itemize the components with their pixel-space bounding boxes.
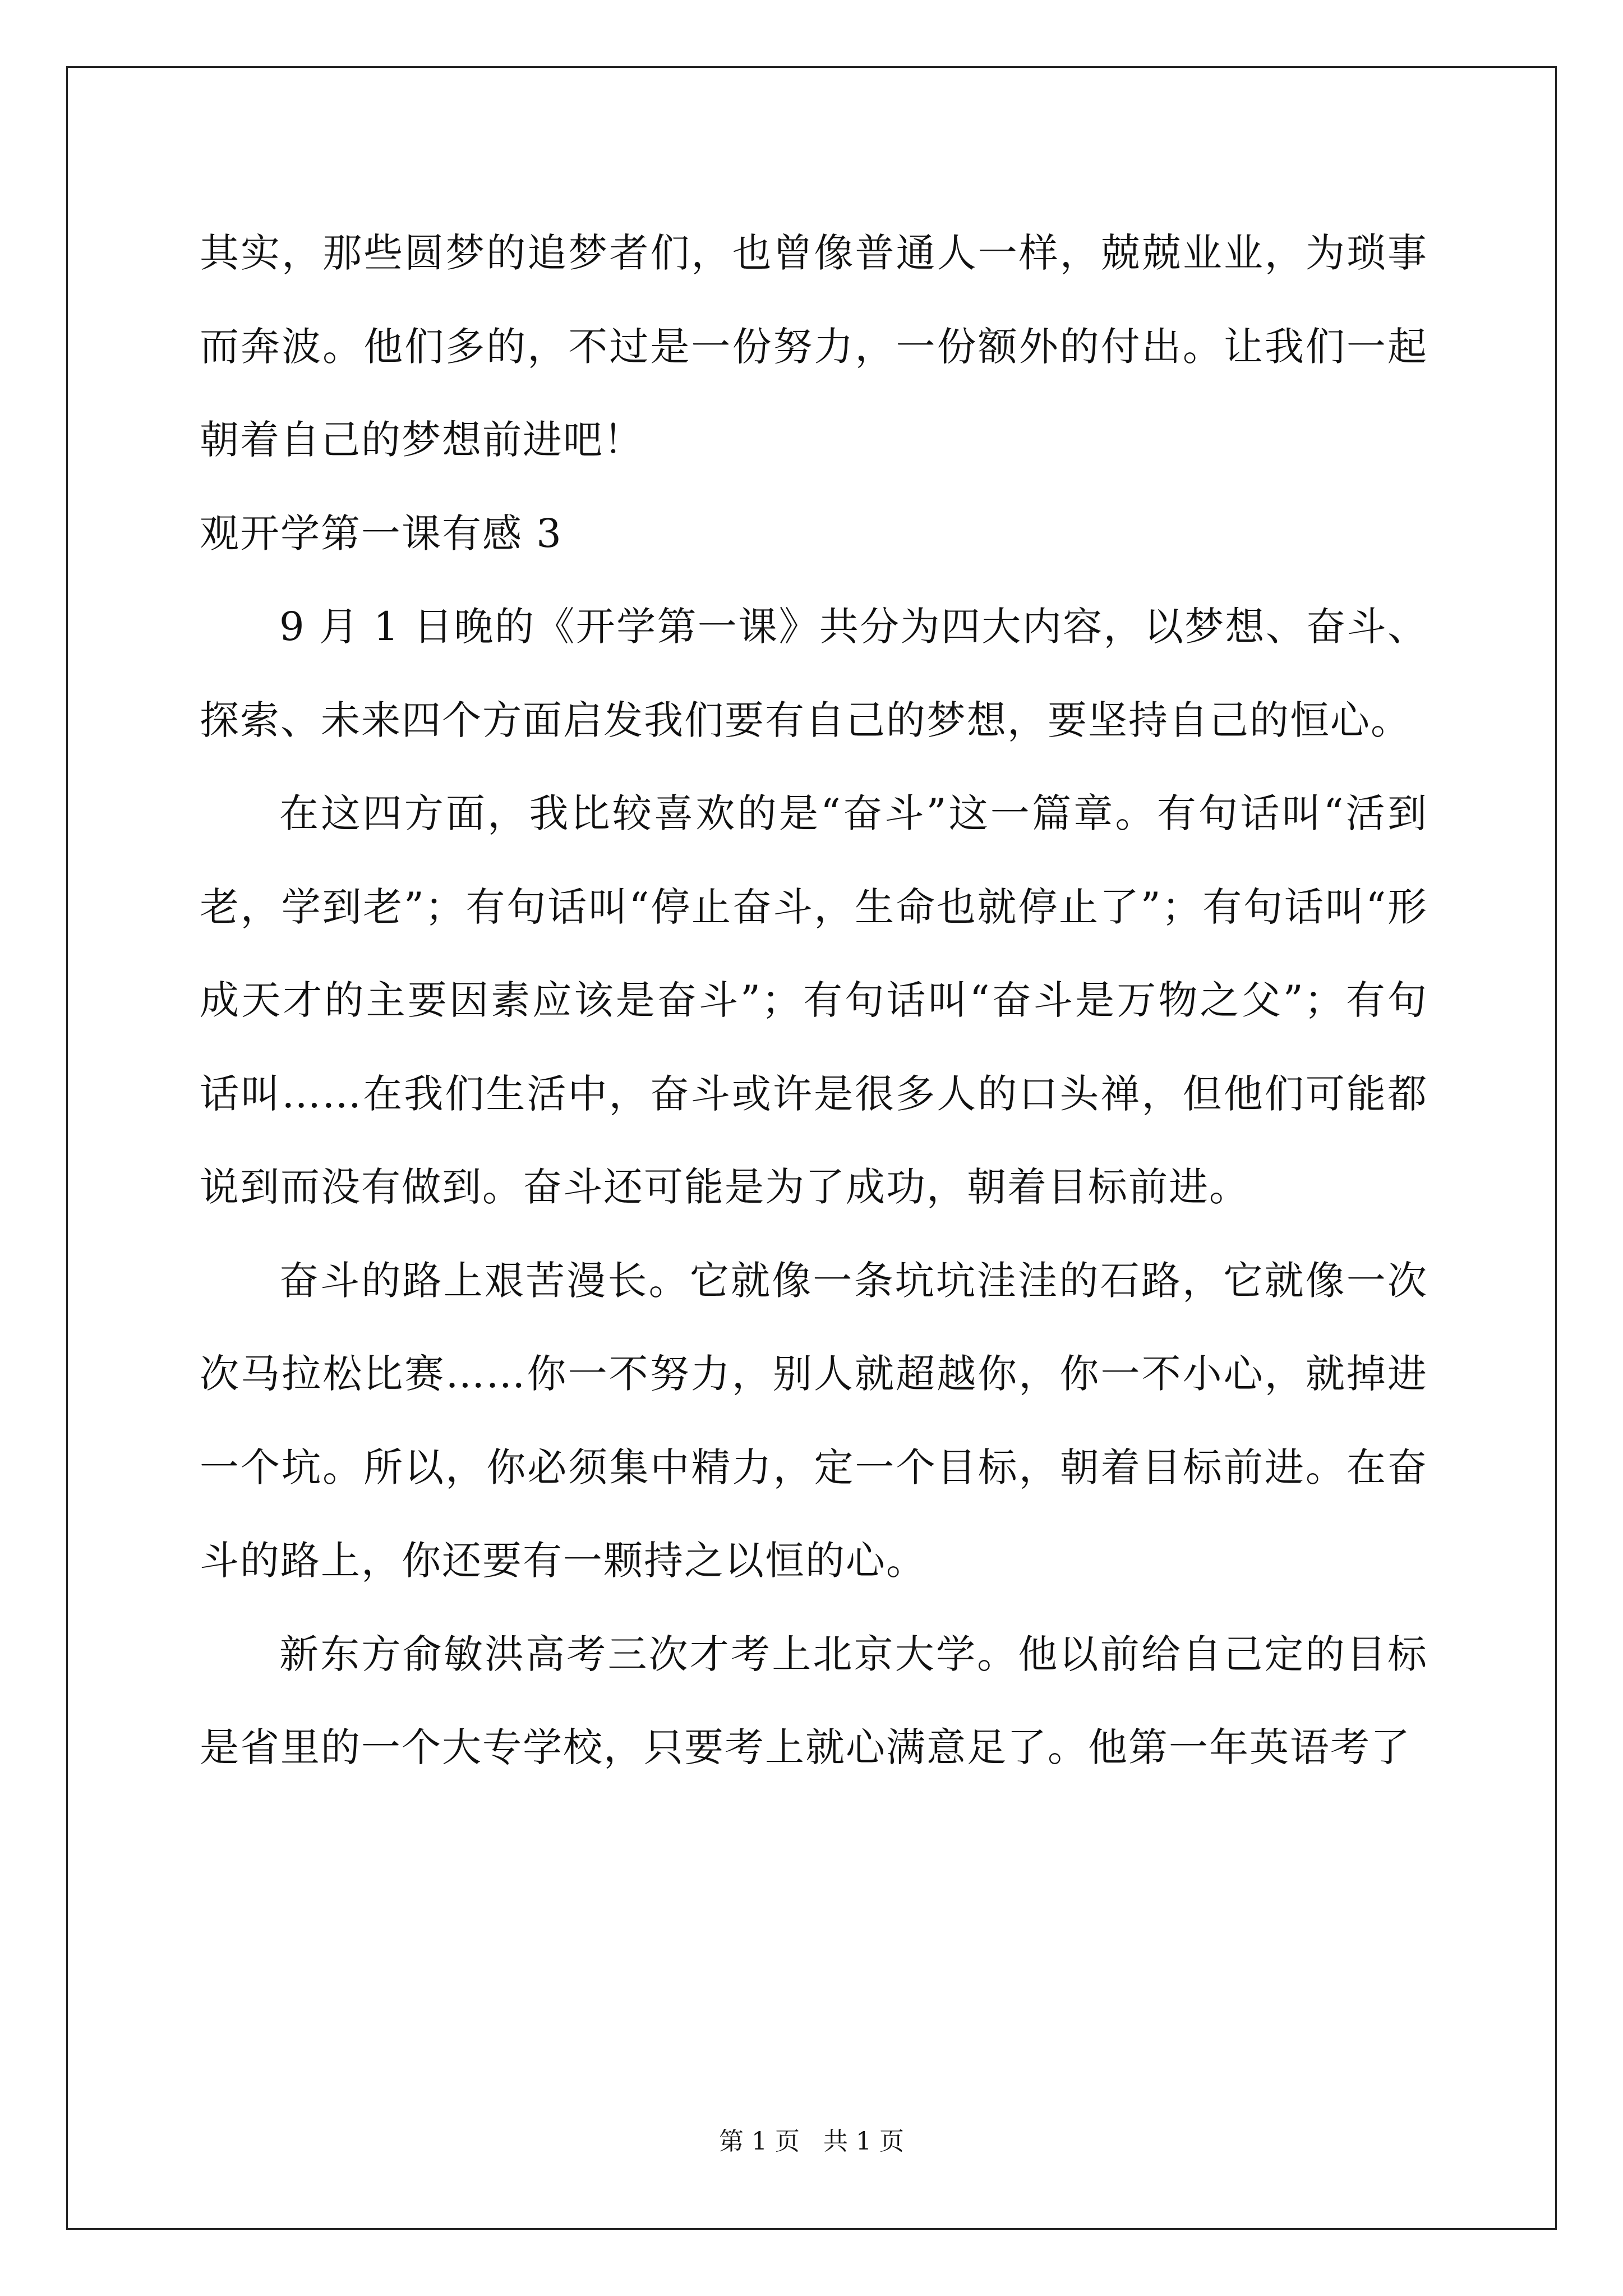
section-heading: 观开学第一课有感 3 <box>200 510 562 556</box>
paragraph-quotes: 在这四方面，我比较喜欢的是“奋斗”这一篇章。有句话叫“活到老，学到老”；有句话叫“停止奋斗，生命也就停止了”；有句话叫“形成天才的主要因素应该是奋斗”；有句话叫“奋斗是万物之父”；有句话叫……在我们生活中，奋斗或许是很多人的口头禅，但他们可能都说到而没有做到。奋斗还可能是为了成功，朝着目标前进。 <box>200 790 1428 1210</box>
page-footer: 第 1 页 共 1 页 <box>719 2127 904 2156</box>
document-body <box>200 206 1428 1795</box>
paragraph-dream-conclusion: 其实，那些圆梦的追梦者们，也曾像普通人一样，兢兢业业，为琐事而奔波。他们多的，不过是一份努力，一份额外的付出。让我们一起朝着自己的梦想前进吧！ <box>200 230 1428 463</box>
paragraph-struggle-road: 奋斗的路上艰苦漫长。它就像一条坑坑洼洼的石路，它就像一次次马拉松比赛……你一不努力，别人就超越你，你一不小心，就掉进一个坑。所以，你必须集中精力，定一个目标，朝着目标前进。在奋斗的路上，你还要有一颗持之以恒的心。 <box>200 1257 1428 1584</box>
paragraph-yu-minhong: 新东方俞敏洪高考三次才考上北京大学。他以前给自己定的目标是省里的一个大专学校，只要考上就心满意足了。他第一年英语考了 <box>200 1631 1428 1770</box>
paragraph-intro: 9 月 1 日晚的《开学第一课》共分为四大内容，以梦想、奋斗、探索、未来四个方面启发我们要有自己的梦想，要坚持自己的恒心。 <box>200 604 1428 743</box>
